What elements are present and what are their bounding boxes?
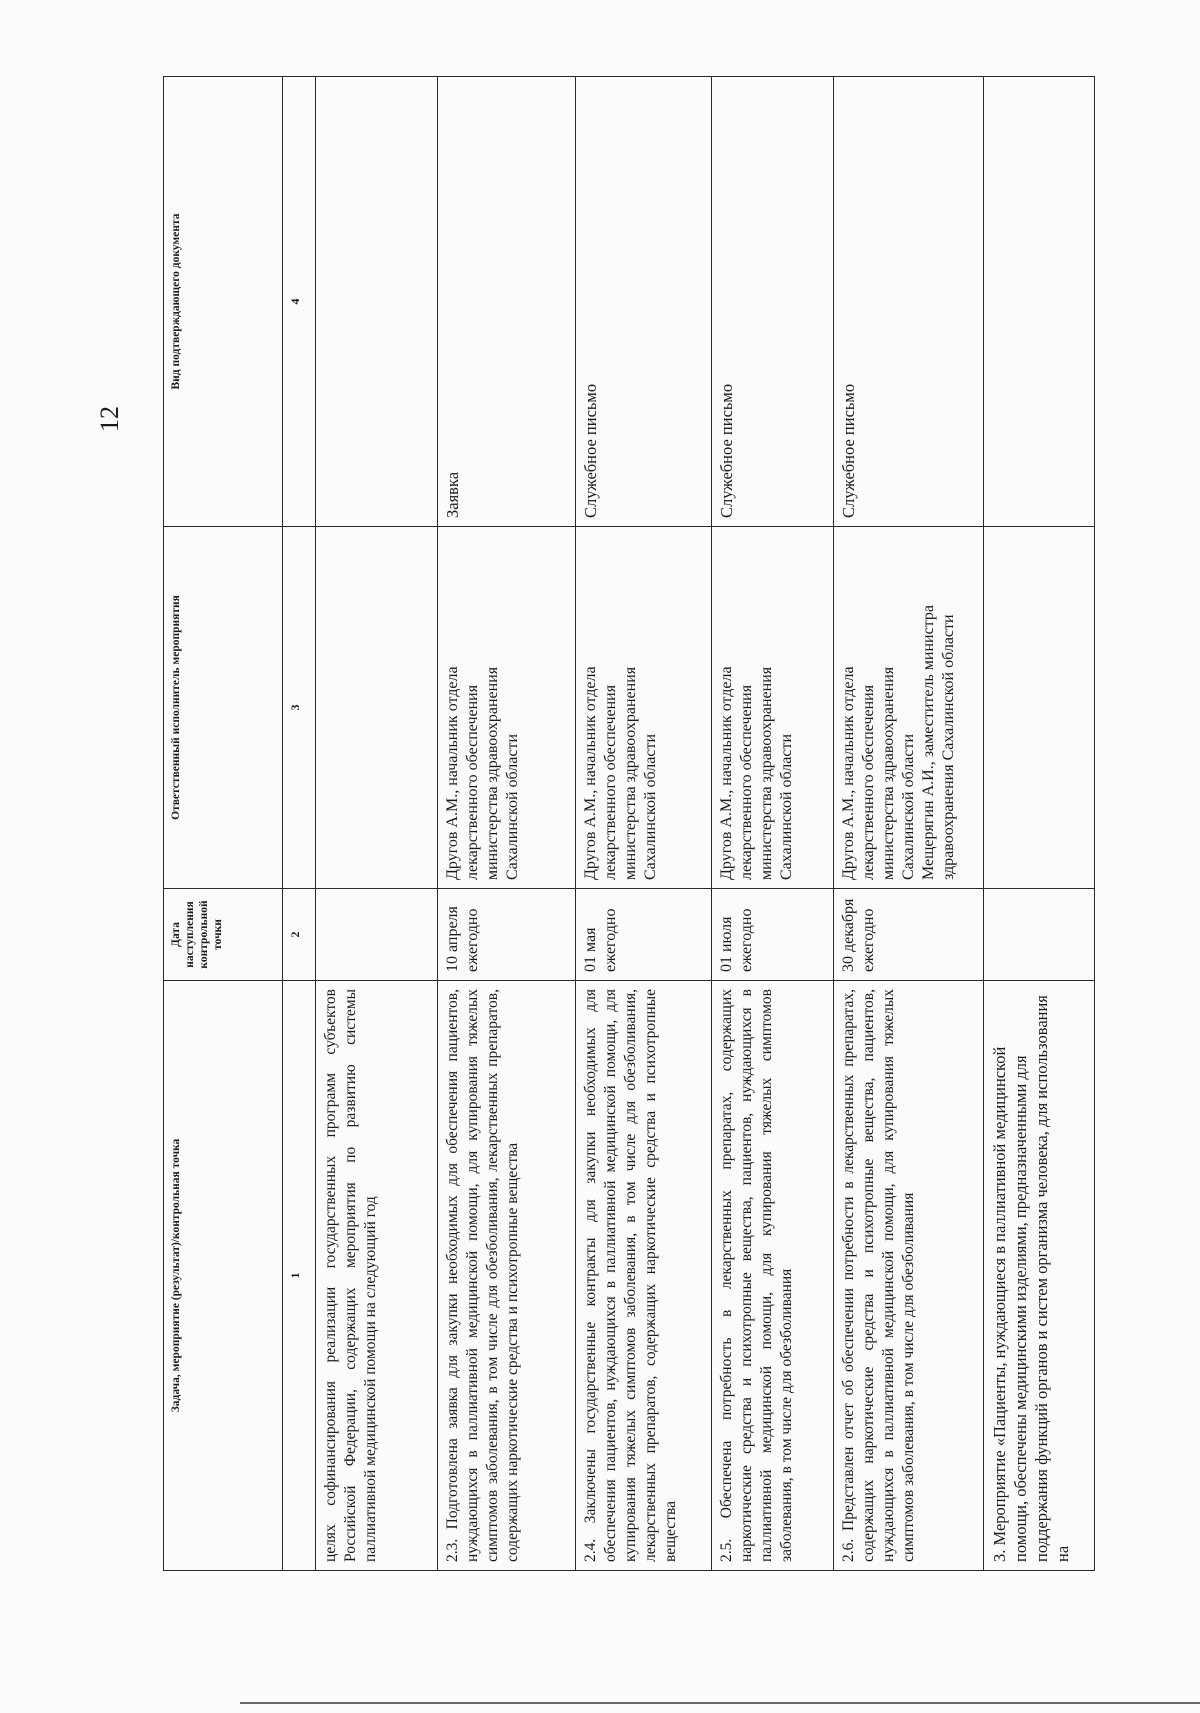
document-cell: [984, 77, 1095, 527]
responsible-line: лекарственного обеспечения: [738, 684, 755, 880]
date-cell: 30 декабря ежегодно: [834, 889, 984, 981]
table-header-row: [164, 77, 283, 1571]
table-row: [438, 77, 576, 1571]
document-cell: Служебное письмо: [834, 77, 984, 527]
date-cell: 10 апреля ежегодно: [438, 889, 576, 981]
responsible-line: Другов А.М., начальник отдела: [718, 666, 735, 880]
date-cell: [316, 889, 438, 981]
responsible-line: лекарственного обеспечения: [860, 684, 877, 880]
responsible-cell: [576, 527, 712, 889]
table-row: [576, 77, 712, 1571]
task-cell: 2.4. Заключены государственные контракты для закупки необходимых для обеспечения пациентов, нуждающихся в паллиативной медицинской помощи, для купирования тяжелых симптомов заболевания, в том числе для обезболивания, лекарственных препаратов, содержащих наркотические средства и психотропные вещества: [576, 981, 712, 1571]
responsible-cell: [984, 527, 1095, 889]
document-cell: Служебное письмо: [712, 77, 834, 527]
task-cell: 2.5. Обеспечена потребность в лекарственных препаратах, содержащих наркотические средства и психотропные вещества, пациентов, нуждающихся в паллиативной медицинской помощи, для купирования тяжелых симптомов заболевания, в том числе для обезболивания: [712, 981, 834, 1571]
responsible-cell: [438, 527, 576, 889]
table-row: [984, 77, 1095, 1571]
responsible-cell: [316, 527, 438, 889]
document-cell: Служебное письмо: [576, 77, 712, 527]
responsible-line: лекарственного обеспечения: [464, 684, 481, 880]
task-cell: 2.6. Представлен отчет об обеспечении потребности в лекарственных препаратах, содержащих наркотические средства и психотропные вещества, пациентов, нуждающихся в паллиативной медицинской помощи, для купирования тяжелых симптомов заболевания, в том числе для обезболивания: [834, 981, 984, 1571]
responsible-cell: [712, 527, 834, 889]
table-row: [834, 77, 984, 1571]
table-row: [316, 77, 438, 1571]
header-date: Дата наступления контрольной точки: [164, 889, 283, 981]
responsible-line: Сахалинской области: [642, 733, 659, 880]
column-number: 2: [283, 889, 316, 981]
date-cell: 01 мая ежегодно: [576, 889, 712, 981]
task-cell: 3. Мероприятие «Пациенты, нуждающиеся в паллиативной медицинской помощи, обеспечены медицинскими изделиями, предназначенными для поддержания функций органов и систем организма человека, для использования на: [984, 981, 1095, 1571]
task-cell: 2.3. Подготовлена заявка для закупки необходимых для обеспечения пациентов, нуждающихся в паллиативной медицинской помощи, для купирования тяжелых симптомов заболевания, в том числе для обезболивания, лекарственных препаратов, содержащих наркотические средства и психотропные вещества: [438, 981, 576, 1571]
bottom-rule: [240, 1702, 1200, 1704]
responsible-line: Другов А.М., начальник отдела: [840, 666, 857, 880]
responsible-line: министерства здравоохранения: [880, 666, 897, 880]
header-task: Задача, мероприятие (результат)/контрольная точка: [164, 981, 283, 1571]
responsible-line: министерства здравоохранения: [758, 666, 775, 880]
document-cell: [316, 77, 438, 527]
responsible-line: здравоохранения Сахалинской области: [940, 614, 957, 880]
responsible-line: Сахалинской области: [778, 733, 795, 880]
column-number: 3: [283, 527, 316, 889]
document-cell: Заявка: [438, 77, 576, 527]
header-document: Вид подтверждающего документа: [164, 77, 283, 527]
plan-table: [163, 76, 1095, 1571]
table-row: [712, 77, 834, 1571]
column-number: 4: [283, 77, 316, 527]
task-cell: целях софинансирования реализации государственных программ субъектов Российской Федерации, содержащих мероприятия по развитию системы паллиативной медицинской помощи на следующий год: [316, 981, 438, 1571]
responsible-cell: [834, 527, 984, 889]
column-number: 1: [283, 981, 316, 1571]
responsible-line: Сахалинской области: [504, 733, 521, 880]
responsible-line: Другов А.М., начальник отдела: [444, 666, 461, 880]
responsible-line: министерства здравоохранения: [484, 666, 501, 880]
date-cell: [984, 889, 1095, 981]
date-cell: 01 июля ежегодно: [712, 889, 834, 981]
responsible-line: Другов А.М., начальник отдела: [582, 666, 599, 880]
responsible-line: лекарственного обеспечения: [602, 684, 619, 880]
column-number-row: [283, 77, 316, 1571]
responsible-line: Сахалинской области: [900, 733, 917, 880]
page-number: 12: [95, 406, 124, 432]
header-responsible: Ответственный исполнитель мероприятия: [164, 527, 283, 889]
responsible-line: министерства здравоохранения: [622, 666, 639, 880]
plan-table-container: [163, 77, 1095, 1571]
responsible-line: Мещерягин А.И., заместитель министра: [920, 605, 937, 880]
